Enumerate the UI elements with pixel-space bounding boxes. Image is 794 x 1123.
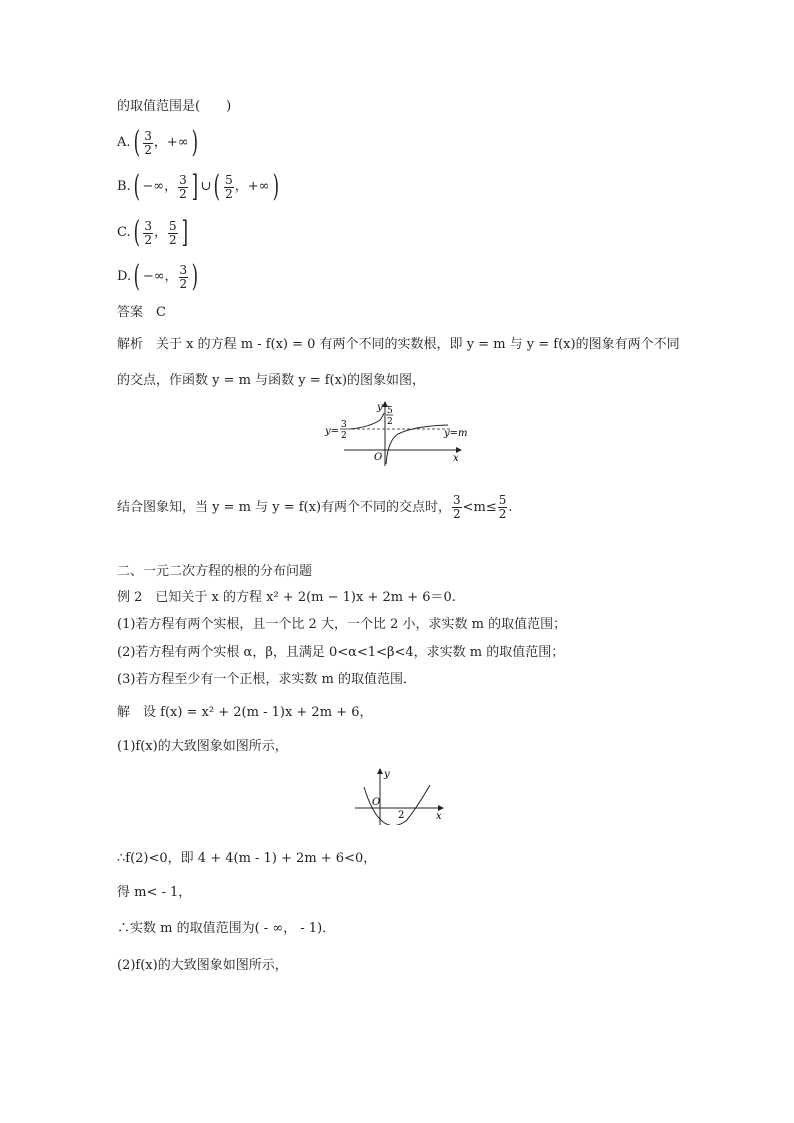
fig1-top-den: 2: [387, 417, 393, 427]
conclusion-frac2: $\frac{5}{2}$: [498, 493, 507, 521]
option-b-frac2: $\frac{5}{2}$: [225, 172, 233, 201]
solution-intro: 解 设 f(x) = x² + 2(m - 1)x + 2m + 6，: [117, 705, 373, 720]
option-d-frac: $\frac{3}{2}$: [179, 262, 188, 291]
step-1: ∴f(2)<0，即 4 + 4(m - 1) + 2m + 6<0，: [117, 851, 377, 866]
fig1-left-label: y=: [325, 426, 340, 437]
fig2-origin: O: [372, 797, 381, 808]
option-d: D. ( −∞， $\frac{3}{2}$ ): [117, 259, 199, 294]
fig1-origin: O: [374, 452, 383, 463]
fig2-x-label: x: [436, 811, 442, 822]
option-a-frac: $\frac{3}{2}$: [144, 128, 152, 157]
solution-part-1: (1)f(x)的大致图象如图所示，: [117, 739, 288, 754]
option-c-frac1: $\frac{3}{2}$: [144, 218, 152, 247]
question-3: (3)若方程至少有一个正根，求实数 m 的取值范围．: [117, 672, 417, 687]
fig1-y-label: y: [377, 402, 383, 413]
fig1-left-den: 2: [341, 431, 347, 441]
option-b-letter: B.: [117, 179, 131, 194]
question-intro: 的取值范围是( ): [117, 99, 232, 114]
solution-part-2: (2)f(x)的大致图象如图所示，: [117, 958, 288, 973]
fig1-left-num: 3: [341, 420, 347, 430]
option-a-letter: A.: [117, 135, 131, 150]
example-2: 例 2 已知关于 x 的方程 x² + 2(m − 1)x + 2m + 6＝0.: [117, 590, 456, 605]
fig2-tick: 2: [398, 810, 405, 821]
fig1-right-label: y=m: [444, 428, 468, 439]
step-2: 得 m< - 1，: [117, 885, 192, 900]
option-a: A. ( $\frac{3}{2}$ ，+∞ ): [117, 125, 198, 160]
conclusion: 结合图象知，当 y = m 与 y = f(x)有两个不同的交点时， $\frac{3}{2}$ <m≤ $\frac{5}{2}$ .: [117, 493, 513, 521]
fig1-x-label: x: [453, 453, 459, 464]
option-b-frac1: $\frac{3}{2}$: [179, 172, 187, 201]
analysis-line-1: 解析 关于 x 的方程 m - f(x) = 0 有两个不同的实数根，即 y = m 与 y = f(x)的图象有两个不同: [117, 337, 680, 352]
conclusion-frac1: $\frac{3}{2}$: [453, 493, 461, 521]
step-3: ∴实数 m 的取值范围为( - ∞， - 1)．: [117, 921, 336, 936]
question-2: (2)若方程有两个实根 α，β，且满足 0<α<1<β<4，求实数 m 的取值范围；: [117, 645, 565, 660]
fig2-y-label: y: [384, 769, 390, 780]
analysis-line-2: 的交点，作函数 y = m 与函数 y = f(x)的图象如图，: [117, 373, 426, 388]
section-heading: 二、一元二次方程的根的分布问题: [117, 564, 313, 579]
option-c-frac2: $\frac{5}{2}$: [169, 218, 177, 247]
option-d-letter: D.: [117, 269, 132, 284]
conclusion-text: 结合图象知，当 y = m 与 y = f(x)有两个不同的交点时，: [117, 499, 452, 515]
answer: 答案 C: [117, 305, 166, 320]
question-1: (1)若方程有两个实根，且一个比 2 大，一个比 2 小，求实数 m 的取值范围；: [117, 617, 567, 632]
fig1-top-num: 5: [387, 406, 393, 416]
figure-1: [322, 398, 472, 466]
option-c-letter: C.: [117, 225, 131, 240]
option-c: C. ( $\frac{3}{2}$ ， $\frac{5}{2}$ ]: [117, 215, 188, 250]
figure-2: [350, 765, 450, 825]
option-b: B. ( −∞， $\frac{3}{2}$ ] ∪ ( $\frac{5}{2}$ ，+∞ ): [117, 169, 279, 204]
